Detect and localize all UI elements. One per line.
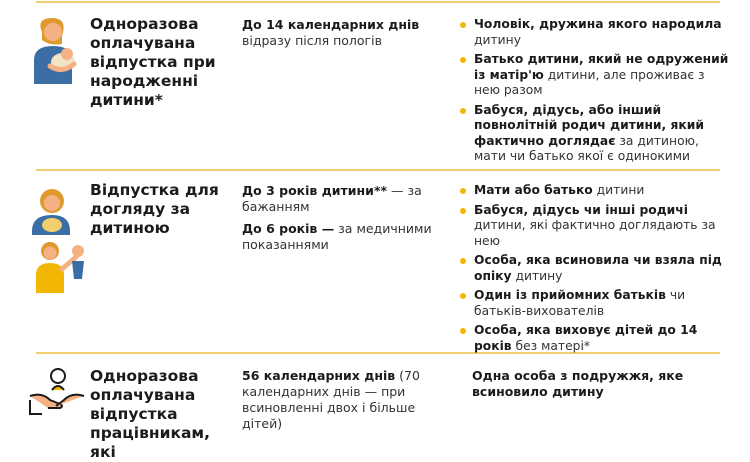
duration-note: (70 календарних днів — при всиновленні двох і більше дітей) <box>242 368 420 431</box>
duration-value: До 14 календарних днів <box>242 17 420 32</box>
parent-with-child-icon <box>28 181 88 297</box>
list-item <box>460 183 730 199</box>
list-item-text: дитини, які фактично доглядають за нею <box>474 218 716 248</box>
list-item <box>460 17 730 48</box>
list-item-bold: Чоловік, дружина якого народила <box>474 17 722 31</box>
eligible-list <box>460 17 730 169</box>
leave-row-adoption <box>0 354 750 461</box>
duration-value: 56 календарних днів <box>242 368 396 383</box>
parent-with-newborn-icon <box>28 14 82 88</box>
duration-note: за медичними показаннями <box>242 221 432 252</box>
eligible-text: Одна особа з подружжя, яке всиновило дитину <box>472 368 684 399</box>
leave-duration <box>242 183 452 259</box>
list-item-bold: Батько дитини, який не одружений із матір'ю <box>474 52 729 82</box>
leave-title: Одноразова оплачувана відпустка при народженні дитини* <box>90 15 216 109</box>
list-item <box>460 103 730 165</box>
list-item <box>460 288 730 319</box>
eligible-list <box>460 183 730 358</box>
duration-value: До 6 років — <box>242 221 335 236</box>
list-item-text: дитини <box>592 183 645 197</box>
list-item-bold: Бабуся, дідусь чи інші родичі <box>474 202 688 217</box>
list-item-text: дитини, але проживає з нею разом <box>474 67 705 97</box>
list-item-text: за дитиною, мати чи батько якої є одинокими <box>474 133 699 163</box>
list-item-bold: Бабуся, дідусь, або інший повнолітній родич дитини, який фактично доглядає <box>474 102 704 148</box>
duration-value: До 3 років дитини** <box>242 183 388 198</box>
list-item-bold: Особа, яка виховує дітей до 14 років <box>474 323 698 353</box>
leave-title: Відпустка для догляду за дитиною <box>90 181 219 237</box>
leave-row-childcare <box>0 171 750 351</box>
duration-note: — за бажанням <box>242 183 422 214</box>
list-item-text: чи батьків-вихователів <box>474 288 686 318</box>
list-item-text: дитину <box>511 268 563 283</box>
leave-row-birth <box>0 0 750 168</box>
list-item <box>460 323 730 354</box>
duration-note: відразу після пологів <box>242 33 382 48</box>
list-item-bold: Один із прийомних батьків <box>474 288 666 302</box>
list-item-text: дитину <box>474 32 521 47</box>
list-item-bold: Мати або батько <box>474 183 593 197</box>
caring-hands-icon <box>28 366 86 420</box>
list-item-bold: Особа, яка всиновила чи взяла під опіку <box>474 253 722 283</box>
list-item <box>460 52 730 99</box>
leave-duration <box>242 368 452 438</box>
leave-title: Одноразова оплачувана відпустка працівникам, які <box>90 367 210 461</box>
list-item-text: без матері* <box>511 338 591 353</box>
leave-duration <box>242 17 452 55</box>
list-item <box>460 253 730 284</box>
list-item <box>460 203 730 250</box>
